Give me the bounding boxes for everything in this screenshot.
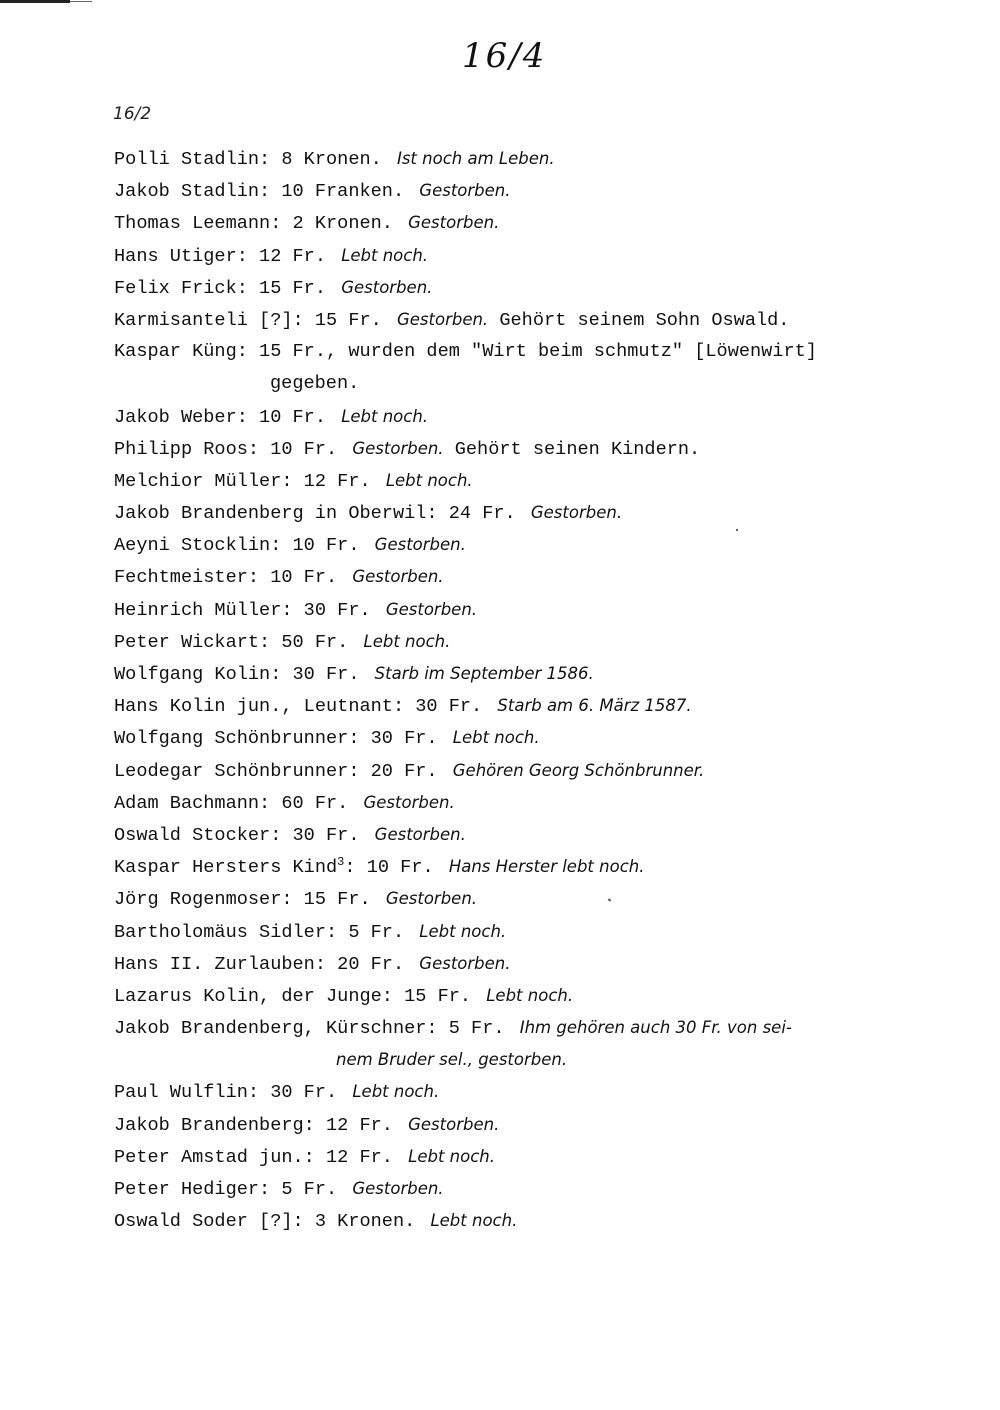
entry-text-continued: Gehört seinem Sohn Oswald. [499,309,790,331]
entry-line [114,948,914,980]
scan-edge-mark [70,1,92,2]
entry-text: Felix Frick: 15 Fr. [114,277,327,299]
entry-text: Aeyni Stocklin: 10 Fr. [114,535,360,557]
entry-text: Jörg Rogenmoser: 15 Fr. [114,889,371,911]
entry-line [114,465,914,497]
entry-text: Heinrich Müller: 30 Fr. [114,599,371,621]
entry-annotation: Gestorben. [352,438,444,458]
entry-annotation: Lebt noch. [452,728,540,748]
entry-annotation: Gestorben. [352,567,444,587]
entry-text: Hans II. Zurlauben: 20 Fr. [114,953,405,975]
entry-annotation: Lebt noch. [352,1082,440,1102]
entry-line [114,755,914,787]
entry-text: Wolfgang Kolin: 30 Fr. [114,664,360,685]
entry-line [114,497,914,529]
entry-line [114,916,914,948]
footnote-marker: 3 [337,855,345,870]
entry-text-continued: : 10 Fr. [344,857,434,879]
entry-annotation: Lebt noch. [341,245,429,265]
entry-line [114,980,914,1012]
entry-text: Paul Wulflin: 30 Fr. [114,1082,338,1104]
entry-annotation: Lebt noch. [408,1146,495,1166]
entry-text: Kaspar Küng: 15 Fr., wurden dem "Wirt beim schmutz" [Löwenwirt] [114,341,817,363]
entry-annotation: Ihm gehören auch 30 Fr. von sei- [519,1018,792,1038]
entry-line [114,336,914,368]
entry-text: Jakob Stadlin: 10 Franken. [114,181,405,203]
entry-text: Hans Kolin jun., Leutnant: 30 Fr. [114,696,483,718]
entry-annotation: nem Bruder sel., gestorben. [336,1050,568,1070]
entry-text: Oswald Soder [?]: 3 Kronen. [114,1211,416,1233]
entry-text: Bartholomäus Sidler: 5 Fr. [114,921,405,943]
entry-line [114,819,914,851]
entry-annotation: Starb am 6. März 1587. [497,696,692,716]
entry-line [114,143,914,175]
entry-line [114,561,914,593]
entry-line [114,433,914,465]
entry-annotation: Gestorben. [385,889,478,909]
entry-line [114,1173,914,1205]
entry-text: Jakob Brandenberg: 12 Fr. [114,1114,393,1136]
entry-annotation: Gestorben. [374,535,466,555]
entry-text: Karmisanteli [?]: 15 Fr. [114,309,382,331]
entry-text: Leodegar Schönbrunner: 20 Fr. [114,760,438,782]
entry-annotation: Gestorben. [352,1179,444,1198]
entry-line [114,787,914,819]
entry-line [114,529,914,561]
entry-line [114,401,914,433]
entry-line [114,658,914,690]
entry-annotation: Gestorben. [419,953,511,973]
entry-annotation: Lebt noch. [430,1211,518,1231]
entry-line [114,1076,914,1108]
entry-annotation: Gestorben. [385,599,478,619]
entry-line [114,240,914,272]
entry-list [114,143,914,1237]
entry-line-continuation [114,1044,914,1076]
entry-text: Oswald Stocker: 30 Fr. [114,824,360,846]
entry-line [114,1141,914,1173]
entry-annotation: Gestorben. [408,213,500,233]
entry-annotation: Gestorben. [396,309,489,329]
entry-text: Lazarus Kolin, der Junge: 15 Fr. [114,985,472,1007]
entry-line [114,626,914,658]
entry-text-continued: Gehört seinen Kindern. [454,438,701,460]
entry-text: Polli Stadlin: 8 Kronen. [114,149,382,170]
entry-text: Peter Amstad jun.: 12 Fr. [114,1146,393,1168]
entry-line [114,304,914,336]
entry-annotation: Lebt noch. [419,921,507,941]
entry-text: Peter Hediger: 5 Fr. [114,1179,338,1200]
entry-text: Wolfgang Schönbrunner: 30 Fr. [114,728,438,750]
entry-line [114,1205,914,1237]
entry-line [114,722,914,754]
entry-annotation: Starb im September 1586. [374,664,594,683]
entry-annotation: Gestorben. [530,503,623,523]
entry-line [114,851,914,883]
entry-text: Jakob Brandenberg, Kürschner: 5 Fr. [114,1018,505,1040]
entry-text: Adam Bachmann: 60 Fr. [114,792,349,814]
entry-annotation: Ist noch am Leben. [396,149,555,168]
entry-text: Kaspar Hersters Kind [114,857,338,879]
entry-line [114,207,914,239]
entry-line [114,690,914,722]
handwritten-page-number: 16/4 [462,36,547,76]
entry-text: Fechtmeister: 10 Fr. [114,567,338,589]
entry-line [114,175,914,207]
entry-line-continuation [114,368,914,400]
entry-annotation: Gehören Georg Schönbrunner. [452,760,705,780]
page-reference: 16/2 [113,104,152,124]
entry-text: Philipp Roos: 10 Fr. [114,438,338,460]
entry-annotation: Hans Herster lebt noch. [448,857,645,877]
entry-annotation: Gestorben. [408,1114,500,1134]
scan-speck [736,529,738,531]
entry-line [114,883,914,915]
entry-line [114,272,914,304]
entry-annotation: Lebt noch. [486,985,574,1005]
entry-line [114,1012,914,1044]
entry-text: Hans Utiger: 12 Fr. [114,245,327,267]
entry-text: gegeben. [270,373,360,395]
entry-annotation: Gestorben. [419,181,511,201]
entry-annotation: Lebt noch. [363,631,451,651]
entry-annotation: Lebt noch. [341,406,429,426]
entry-annotation: Gestorben. [341,277,433,297]
entry-line [114,1109,914,1141]
entry-text: Melchior Müller: 12 Fr. [114,470,371,492]
entry-annotation: Gestorben. [363,792,455,812]
entry-annotation: Lebt noch. [385,470,473,490]
entry-annotation: Gestorben. [374,824,466,844]
entry-text: Peter Wickart: 50 Fr. [114,631,349,653]
entry-line [114,594,914,626]
entry-text: Jakob Weber: 10 Fr. [114,406,327,428]
entry-text: Thomas Leemann: 2 Kronen. [114,213,393,235]
scan-edge-mark [0,0,70,3]
entry-text: Jakob Brandenberg in Oberwil: 24 Fr. [114,503,516,525]
